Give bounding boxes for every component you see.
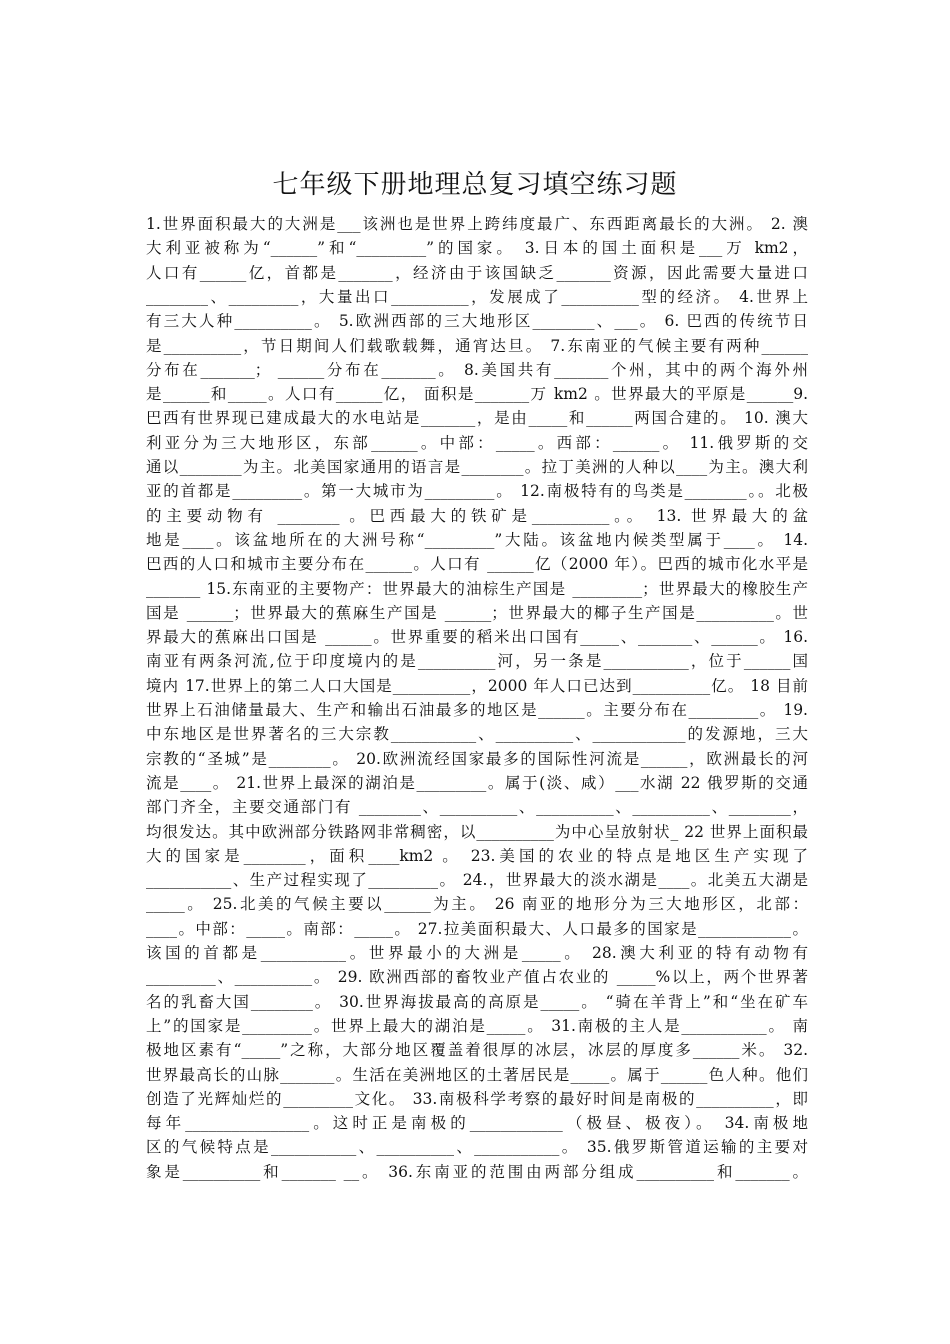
text-line: 地是____。该盆地所在的大洲号称“_________”大陆。该盆地内候类型属于____。 14. [146,530,808,549]
text-line: 世界上石油储量最大、生产和输出石油最多的地区是______。主要分布在_________。 19. [146,701,808,719]
text-line: 是__________，节日期间人们载歌载舞，通宵达旦。 7.东南亚的气候主要有两种______ [146,336,808,355]
page-title: 七年级下册地理总复习填空练习题 [272,170,678,200]
text-line: 国是 ______；世界最大的蕉麻生产国是 ______；世界最大的椰子生产国是__________。世 [146,603,808,622]
text-line: 分布在_______； ______分布在_______。 8.美国共有_______个州，其中的两个海外州 [146,360,808,379]
text-line: _________、__________。 29. 欧洲西部的畜牧业产值占农业的 _____%以上，两个世界著 [146,968,808,987]
text-line: 该国的首都是___________。世界最小的大洲是_____。 28.澳大利亚的特有动物有 [146,944,808,962]
text-line: 人口有______亿，首都是_______，经济由于该国缺乏_______资源，因此需要大量进口 [146,263,808,282]
text-line: ____。中部：_____。南部：_____。 27.拉美面积最大、人口最多的国家是____________。 [146,919,808,938]
text-line: 的主要动物有 ________ 。巴西最大的铁矿是__________。。 13. 世界最大的盆 [146,506,808,525]
text-line: 巴西的人口和城市主要分布在______。人口有 ______亿（2000 年）。巴西的城市化水平是 [146,555,808,574]
text-line: 极地区素有“_____”之称，大部分地区覆盖着很厚的冰层，冰层的厚度多______米。 32. [146,1041,808,1060]
text-line: 均很发达。其中欧洲部分铁路网非常稠密，以__________为中心呈放射状_ 22 世界上面积最 [146,822,808,841]
text-line: 境内 17.世界上的第二人口大国是__________，2000 年人口已达到__________亿。 18 目前 [146,676,808,695]
text-line: 亚的首都是_________。第一大城市为_________。 12.南极特有的鸟类是________。。北极 [146,482,808,501]
text-line: 部门齐全，主要交通部门有 ________、__________、__________、__________、________， [146,798,808,817]
text-line: 上”的国家是_________。世界上最大的湖泊是_____。 31.南极的主人是___________。 南 [146,1016,808,1035]
text-line: 1.世界面积最大的大洲是___该洲也是世界上跨纬度最广、东西距离最长的大洲。 2. 澳 [146,215,808,233]
text-line: 大利亚被称为“______”和“_________”的国家。 3.日本的国土面积是___万 km2， [146,239,808,258]
text-line: 每年________________。这时正是南极的____________（极昼、极夜）。 34.南极地 [146,1114,808,1133]
text-line: 大的国家是________，面积____km2 。 23.美国的农业的特点是地区生产实现了 [146,846,808,865]
text-line: 区的气候特点是___________、__________、___________。 35.俄罗斯管道运输的主要对 [146,1138,808,1157]
text-line: 名的乳畜大国________。 30.世界海拔最高的高原是_____。 “骑在羊背上”和“坐在矿车 [146,992,808,1011]
text-line: 创造了光辉灿烂的_________文化。 33.南极科学考察的最好时间是南极的__________，即 [146,1089,808,1108]
text-line: 巴西有世界现已建成最大的水电站是_______，是由_____和______两国合建的。 10. 澳大 [146,409,808,428]
text-line: 是______和_____。人口有______亿， 面积是_______万 km2 。世界最大的平原是______9. [146,385,808,404]
text-line: 通以________为主。北美国家通用的语言是________。拉丁美洲的人种以____为主。澳大利 [146,458,808,476]
text-line: 象是__________和_______ __。 36.东南亚的范围由两部分组成__________和_______。 [146,1162,808,1181]
text-line: ___________、生产过程实现了_________。 24.，世界最大的淡水湖是____。北美五大湖是 [146,871,808,890]
text-line: 界最大的蕉麻出口国是 ______。世界重要的稻米出口国有_____、_______、______。 16. [146,628,808,647]
text-line: ________、_________，大量出口__________，发展成了__________型的经济。 4.世界上 [146,287,808,306]
text-line: 中东地区是世界著名的三大宗教___________、__________、____________的发源地，三大 [146,725,808,744]
text-line: 利亚分为三大地形区，东部______。中部：_____。西部：______。 11.俄罗斯的交 [146,433,808,452]
text-line: _____。 25.北美的气候主要以______为主。 26 南亚的地形分为三大地形区，北部： [146,895,808,914]
text-line: 有三大人种__________。 5.欧洲西部的三大地形区________、___。 6. 巴西的传统节日 [146,312,808,331]
text-line: 宗教的“圣城”是________。 20.欧洲流经国家最多的国际性河流是______，欧洲最长的河 [146,749,808,768]
text-line: 南亚有两条河流,位于印度境内的是__________河，另一条是___________，位于______国 [146,652,808,671]
text-line: _______ 15.东南亚的主要物产：世界最大的油棕生产国是 _________；世界最大的橡胶生产 [146,579,808,598]
text-line: 流是____。 21.世界上最深的湖泊是_________。属于(淡、咸）___水湖 22 俄罗斯的交通 [146,773,808,792]
text-line: 世界最高长的山脉_______。生活在美洲地区的土著居民是_____。属于______色人种。他们 [146,1065,808,1084]
